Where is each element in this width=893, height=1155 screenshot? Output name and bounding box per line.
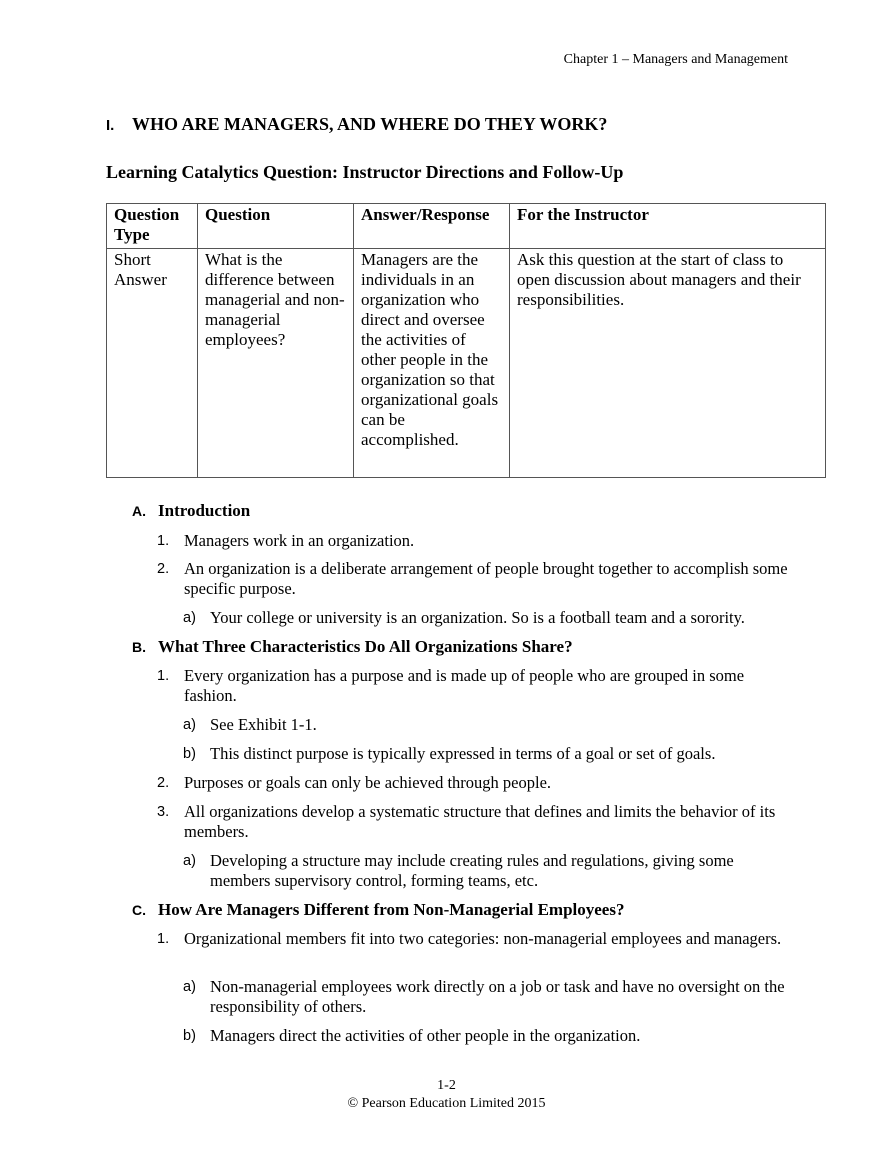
table-header: Question: [198, 204, 354, 249]
list-item: [157, 666, 797, 706]
list-item: [157, 559, 797, 599]
section-heading: [106, 114, 607, 135]
subsection-heading: Learning Catalytics Question: Instructor Directions and Follow-Up: [106, 162, 624, 182]
list-item: [183, 715, 798, 735]
list-item-label: a): [183, 610, 196, 626]
list-item-text: Purposes or goals can only be achieved through people.: [184, 773, 552, 792]
page-number: 1-2: [437, 1078, 456, 1093]
table-header: For the Instructor: [510, 204, 826, 249]
list-item-label: 1.: [157, 931, 170, 947]
list-item: [157, 929, 797, 949]
list-item-text: An organization is a deliberate arrangement of people brought together to accomplish some specific purpose.: [184, 559, 788, 598]
section-title: How Are Managers Different from Non-Managerial Employees?: [158, 900, 625, 919]
list-item: [157, 802, 797, 842]
section-label: C.: [132, 902, 146, 918]
list-item-text: Your college or university is an organization. So is a football team and a sorority.: [210, 608, 745, 627]
list-item-label: b): [183, 1028, 196, 1044]
copyright-notice: © Pearson Education Limited 2015: [347, 1096, 546, 1111]
section-heading-text: WHO ARE MANAGERS, AND WHERE DO THEY WORK?: [132, 114, 608, 134]
section-title: What Three Characteristics Do All Organizations Share?: [158, 637, 573, 656]
list-item-label: a): [183, 717, 196, 733]
table-header: Question Type: [107, 204, 198, 249]
list-item: [183, 977, 798, 1017]
list-item-label: 2.: [157, 775, 170, 791]
list-item: [157, 531, 797, 551]
list-item-text: Managers work in an organization.: [184, 531, 415, 550]
list-item-text: Every organization has a purpose and is made up of people who are grouped in some fashion.: [184, 666, 745, 705]
list-item-label: a): [183, 979, 196, 995]
running-header: Chapter 1 – Managers and Management: [563, 52, 788, 67]
table-row: [107, 249, 826, 478]
section-label: B.: [132, 639, 146, 655]
table-cell: What is the difference between managerial and non-managerial employees?: [198, 249, 354, 478]
list-item-text: All organizations develop a systematic structure that defines and limits the behavior of its members.: [184, 802, 776, 841]
table-cell: Managers are the individuals in an organization who direct and oversee the activities of other people in the organization so that organizational goals can be accomplished.: [354, 249, 510, 478]
list-item-text: Managers direct the activities of other people in the organization.: [210, 1026, 641, 1045]
list-item: [157, 773, 797, 793]
list-item-text: See Exhibit 1-1.: [210, 715, 317, 734]
table-cell: Short Answer: [107, 249, 198, 478]
question-table: [106, 203, 826, 478]
list-item: [183, 744, 798, 764]
list-item-text: Organizational members fit into two categories: non-managerial employees and managers.: [184, 929, 782, 948]
section-heading-number: I.: [106, 117, 115, 134]
list-item-label: 2.: [157, 561, 170, 577]
list-item-label: 3.: [157, 804, 170, 820]
list-item-text: Developing a structure may include creating rules and regulations, giving some members supervisory control, forming teams, etc.: [210, 851, 734, 890]
list-item: [183, 851, 798, 891]
list-item-text: This distinct purpose is typically expressed in terms of a goal or set of goals.: [210, 744, 716, 763]
list-item: [183, 1026, 798, 1046]
section-title: Introduction: [158, 501, 251, 520]
table-header: Answer/Response: [354, 204, 510, 249]
list-item-label: b): [183, 746, 196, 762]
list-item-label: a): [183, 853, 196, 869]
list-item-label: 1.: [157, 533, 170, 549]
outline-section-c: [132, 900, 624, 920]
table-header-row: [107, 204, 826, 249]
list-item: [183, 608, 798, 628]
table-cell: Ask this question at the start of class to open discussion about managers and their responsibilities.: [510, 249, 826, 478]
section-label: A.: [132, 503, 146, 519]
outline-section-b: [132, 637, 573, 657]
list-item-text: Non-managerial employees work directly on a job or task and have no oversight on the responsibility of others.: [210, 977, 785, 1016]
outline-section-a: [132, 501, 250, 521]
list-item-label: 1.: [157, 668, 170, 684]
